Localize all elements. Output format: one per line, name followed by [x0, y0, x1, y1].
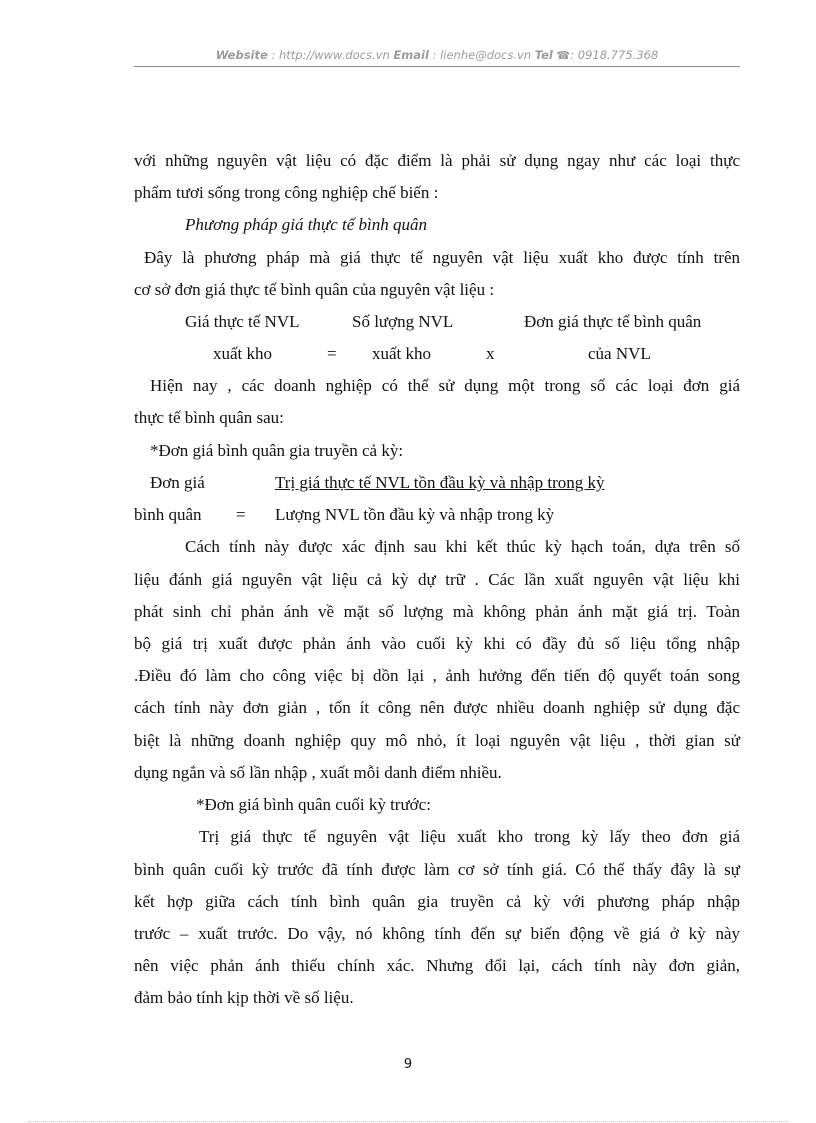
- text-line: kết hợp giữa cách tính bình quân gia truyền cả kỳ với phương pháp nhập: [134, 892, 740, 911]
- text-line: bộ giá trị xuất được phản ánh vào cuối kỳ khi có đầy đủ số liệu tổng nhập: [134, 634, 740, 653]
- text-line: biệt là những doanh nghiệp quy mô nhỏ, ít loại nguyên vật liệu , thời gian sử: [134, 731, 740, 750]
- text-line: .Điều đó làm cho công việc bị dồn lại , ảnh hưởng đến tiến độ quyết toán song: [134, 666, 740, 685]
- website-value: : http://www.docs.vn: [267, 48, 394, 62]
- formula-term: xuất kho: [372, 344, 432, 363]
- text-line: nên việc phản ánh thiếu chính xác. Nhưng đổi lại, cách tính này đơn giản,: [134, 956, 740, 975]
- text-line: Hiện nay , các doanh nghiệp có thể sử dụng một trong số các loại đơn giá: [150, 376, 740, 395]
- tel-value: : 0918.775.368: [570, 48, 659, 62]
- email-value: : lienhe@docs.vn: [428, 48, 535, 62]
- formula-operator: =: [327, 344, 337, 363]
- subsection-heading: *Đơn giá bình quân gia truyền cả kỳ:: [150, 441, 404, 460]
- formula-term: Giá thực tế NVL: [185, 312, 300, 331]
- formula-term: xuất kho: [213, 344, 273, 363]
- email-label: Email: [393, 48, 429, 62]
- formula-term: Đơn giá: [150, 473, 205, 492]
- text-line: cơ sở đơn giá thực tế bình quân của nguyên vật liệu :: [134, 280, 495, 299]
- text-line: dụng ngắn và số lần nhập , xuất mỗi danh điểm nhiều.: [134, 763, 502, 782]
- text-line: với những nguyên vật liệu có đặc điểm là phải sử dụng ngay như các loại thực: [134, 151, 740, 170]
- formula-term: bình quân: [134, 505, 202, 524]
- website-label: Website: [215, 48, 268, 62]
- text-line: Cách tính này được xác định sau khi kết thúc kỳ hạch toán, dựa trên số: [185, 537, 740, 556]
- text-line: cách tính này đơn giản , tốn ít công nên được nhiều doanh nghiệp sử dụng đặc: [134, 698, 740, 717]
- page-number: 9: [403, 1057, 413, 1072]
- text-line: Trị giá thực tế nguyên vật liệu xuất kho trong kỳ lấy theo đơn giá: [199, 827, 740, 846]
- formula-operator: x: [486, 344, 495, 363]
- text-line: trước – xuất trước. Do vậy, nó không tính đến sự biến động về giá ở kỳ này: [134, 924, 740, 943]
- tel-label: Tel: [534, 48, 553, 62]
- subsection-heading: *Đơn giá bình quân cuối kỳ trước:: [196, 795, 431, 814]
- formula-operator: =: [236, 505, 246, 524]
- formula-term: Đơn giá thực tế bình quân: [524, 312, 702, 331]
- text-line: phát sinh chỉ phản ánh về mặt số lượng mà không phản ánh mặt giá trị. Toàn: [134, 602, 740, 621]
- phone-icon: ☎: [556, 49, 571, 62]
- text-line: liệu đánh giá nguyên vật liệu cả kỳ dự trữ . Các lần xuất nguyên vật liệu khi: [134, 570, 740, 589]
- page-header: [134, 46, 740, 67]
- text-line: Đây là phương pháp mà giá thực tế nguyên vật liệu xuất kho được tính trên: [144, 248, 740, 267]
- text-line: bình quân cuối kỳ trước đã tính được làm cơ sở tính giá. Có thể thấy đây là sự: [134, 860, 740, 879]
- text-line: đảm bảo tính kịp thời về số liệu.: [134, 988, 354, 1007]
- formula-term: Số lượng NVL: [352, 312, 454, 331]
- section-heading: Phương pháp giá thực tế bình quân: [185, 215, 427, 234]
- fraction-numerator: Trị giá thực tế NVL tồn đầu kỳ và nhập trong kỳ: [275, 473, 605, 492]
- text-line: phẩm tươi sống trong công nghiệp chế biến :: [134, 183, 439, 202]
- footer-divider: [28, 1121, 788, 1122]
- fraction-denominator: Lượng NVL tồn đầu kỳ và nhập trong kỳ: [275, 505, 555, 524]
- text-line: thực tế bình quân sau:: [134, 408, 284, 427]
- formula-term: của NVL: [588, 344, 651, 363]
